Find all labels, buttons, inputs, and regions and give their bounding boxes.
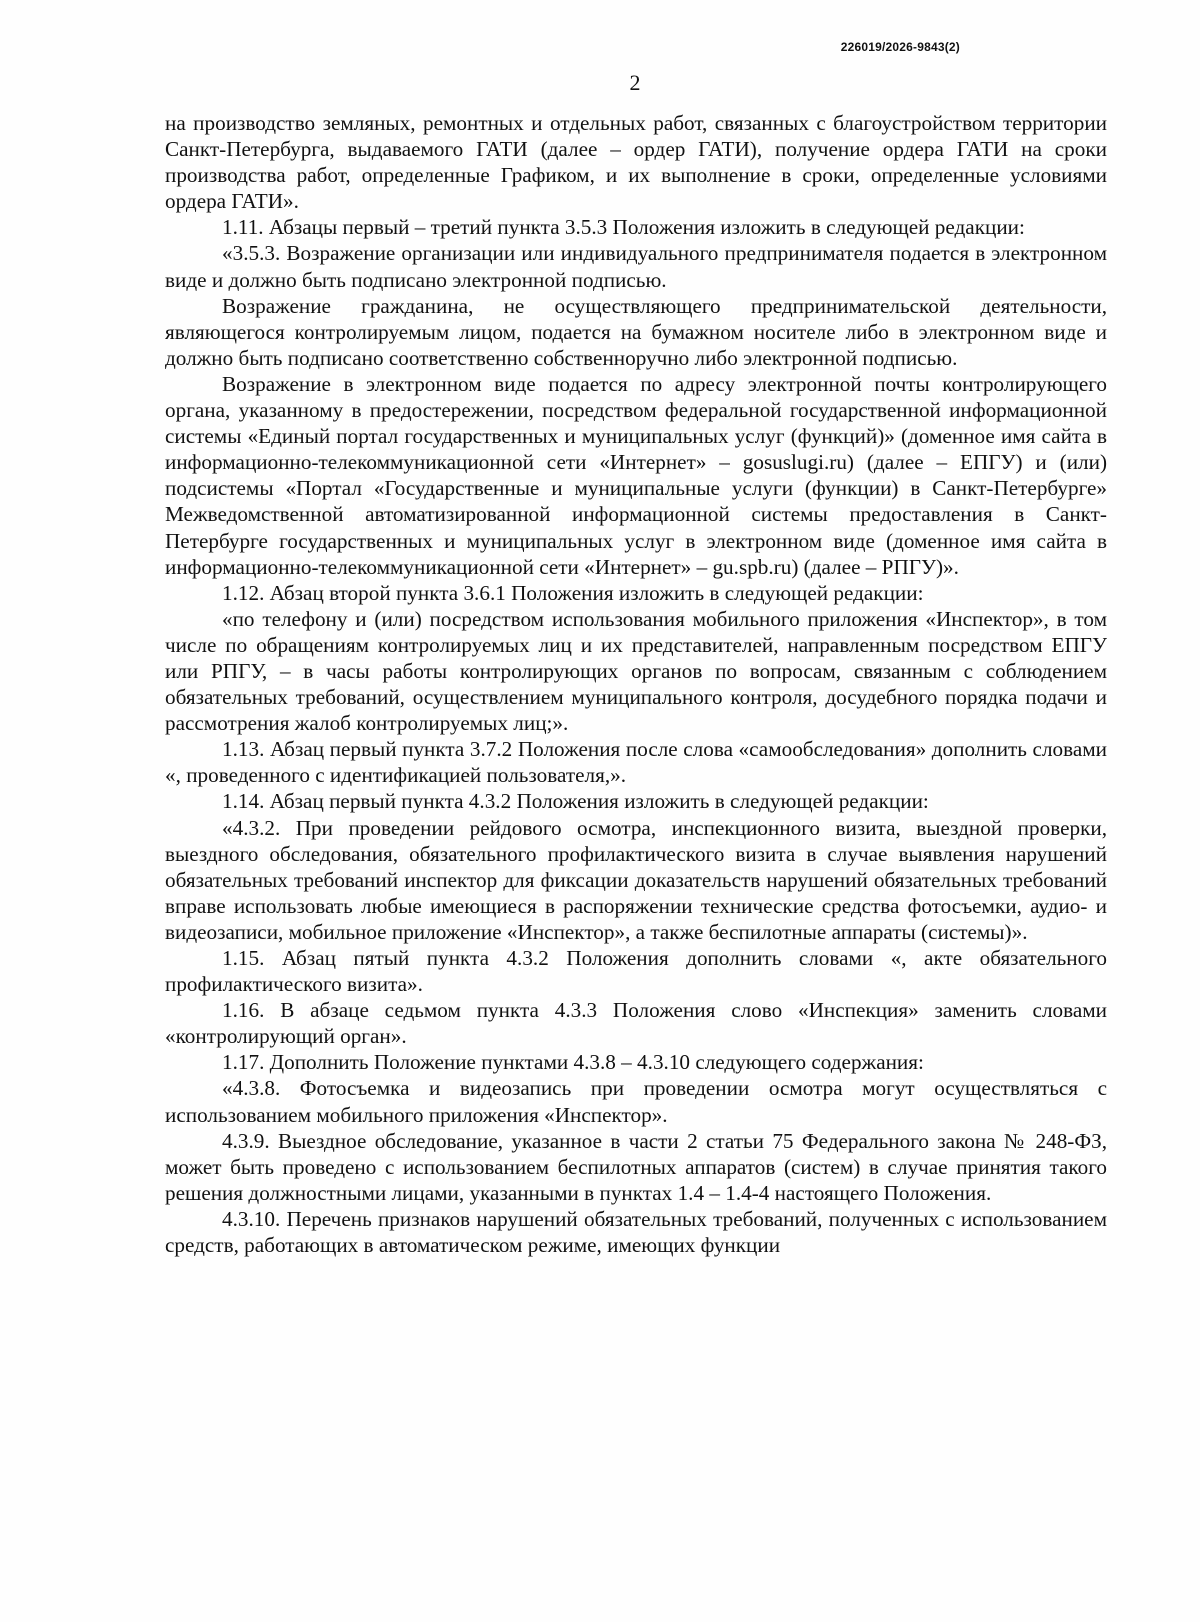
paragraph-quote-phone-inspector: «по телефону и (или) посредством использования мобильного приложения «Инспектор», в том числе по обращениям контролируемых лиц и их представителей, направленным посредством ЕПГУ или РПГУ, – в часы работы контролирующих органов по вопросам, связанным с соблюдением обязательных требований, осуществлением муниципального контроля, досудебного порядка подачи и рассмотрения жалоб контролируемых лиц;». [165, 606, 1107, 736]
paragraph-item-1-13: 1.13. Абзац первый пункта 3.7.2 Положения после слова «самообследования» дополнить словами «, проведенного с идентификацией пользователя,». [165, 737, 1107, 788]
paragraph-item-1-17: 1.17. Дополнить Положение пунктами 4.3.8 – 4.3.10 следующего содержания: [222, 1050, 924, 1075]
paragraph-electronic-objection: Возражение в электронном виде подается по адресу электронной почты контролирующего органа, указанному в предостережении, посредством федеральной государственной информационной системы «Единый портал государственных и муниципальных услуг (функций)» (доменное имя сайта в информационно-телекоммуникационной сети «Интернет» – gosuslugi.ru) (далее – ЕПГУ) и (или) подсистемы «Портал «Государственные и муниципальные услуги (функции) в Санкт-Петербурге» Межведомственной автоматизированной информационной системы предоставления в Санкт-Петербурге государственных и муниципальных услуг в электронном виде (доменное имя сайта в информационно-телекоммуникационной сети «Интернет» – gu.spb.ru) (далее – РПГУ)». [165, 371, 1107, 579]
registration-number: 226019/2026-9843(2) [840, 40, 960, 54]
paragraph-quote-4-3-10: 4.3.10. Перечень признаков нарушений обязательных требований, полученных с использованием средств, работающих в автоматическом режиме, имеющих функции [165, 1206, 1107, 1258]
paragraph-continuation-gati-order: на производство земляных, ремонтных и отдельных работ, связанных с благоустройством территории Санкт-Петербурга, выдаваемого ГАТИ (далее – ордер ГАТИ), получение ордера ГАТИ на сроки производства работ, определенные Графиком, и их выполнение в сроки, определенные условиями ордера ГАТИ». [165, 111, 1107, 214]
paragraph-item-1-16: 1.16. В абзаце седьмом пункта 4.3.3 Положения слово «Инспекция» заменить словами «контролирующий орган». [165, 998, 1107, 1049]
paragraph-citizen-objection: Возражение гражданина, не осуществляющего предпринимательской деятельности, являющегося контролируемым лицом, подается на бумажном носителе либо в электронном виде и должно быть подписано соответственно собственноручно либо электронной подписью. [165, 293, 1107, 370]
paragraph-quote-3-5-3: «3.5.3. Возражение организации или индивидуального предпринимателя подается в электронном виде и должно быть подписано электронной подписью. [165, 241, 1107, 292]
page-number: 2 [629, 70, 641, 95]
paragraph-quote-4-3-8: «4.3.8. Фотосъемка и видеозапись при проведении осмотра могут осуществляться с использованием мобильного приложения «Инспектор». [165, 1076, 1107, 1127]
paragraph-quote-4-3-2: «4.3.2. При проведении рейдового осмотра, инспекционного визита, выездной проверки, выездного обследования, обязательного профилактического визита в случае выявления нарушений обязательных требований инспектор для фиксации доказательств нарушений обязательных требований вправе использовать любые имеющиеся в распоряжении технические средства фотосъемки, аудио- и видеозаписи, мобильное приложение «Инспектор», а также беспилотные аппараты (системы)». [165, 815, 1107, 944]
paragraph-item-1-12: 1.12. Абзац второй пункта 3.6.1 Положения изложить в следующей редакции: [222, 580, 924, 605]
paragraph-item-1-11: 1.11. Абзацы первый – третий пункта 3.5.3 Положения изложить в следующей редакции: [222, 215, 1025, 240]
document-body [165, 110, 1107, 1258]
paragraph-item-1-15: 1.15. Абзац пятый пункта 4.3.2 Положения дополнить словами «, акте обязательного профилактического визита». [165, 946, 1107, 997]
paragraph-quote-4-3-9: 4.3.9. Выездное обследование, указанное в части 2 статьи 75 Федерального закона № 248-ФЗ, может быть проведено с использованием беспилотных аппаратов (систем) в случае принятия такого решения должностными лицами, указанными в пунктах 1.4 – 1.4-4 настоящего Положения. [165, 1128, 1107, 1205]
paragraph-item-1-14: 1.14. Абзац первый пункта 4.3.2 Положения изложить в следующей редакции: [222, 789, 929, 814]
